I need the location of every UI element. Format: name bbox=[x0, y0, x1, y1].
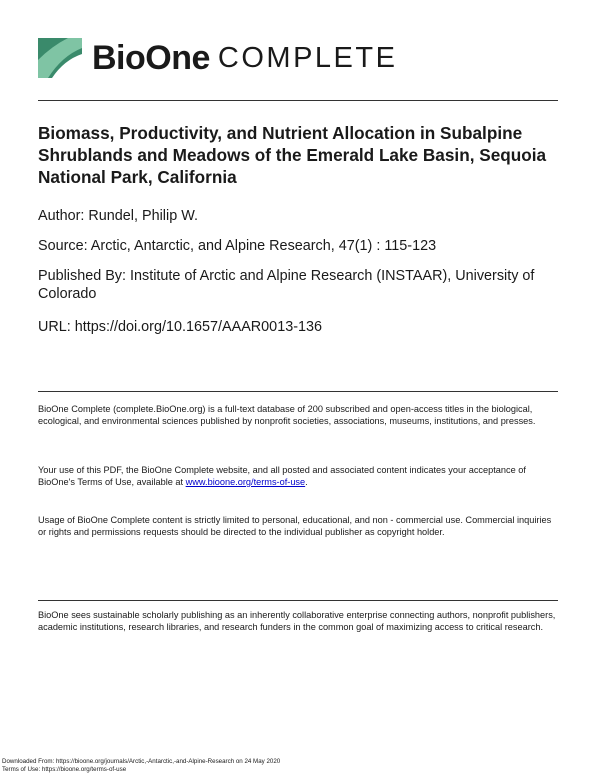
article-author: Author: Rundel, Philip W. bbox=[38, 208, 198, 224]
mission-divider bbox=[38, 600, 558, 601]
header-divider bbox=[38, 100, 558, 101]
download-footer: Downloaded From: https://bioone.org/journals/Arctic,-Antarctic,-and-Alpine-Research on 24 May 2020 bbox=[2, 758, 281, 765]
bioone-logo bbox=[38, 38, 397, 78]
mission-statement: BioOne sees sustainable scholarly publishing as an inherently collaborative enterprise connecting authors, nonprofit publishers, academic institutions, research libraries, and research funders in the common goal of maximizing access to critical research. bbox=[38, 610, 556, 632]
about-notice: BioOne Complete (complete.BioOne.org) is a full-text database of 200 subscribed and open-access titles in the biological, ecological, and environmental sciences published by nonprofit societies, associations, museums, institutions, and presses. bbox=[38, 404, 536, 426]
article-source: Source: Arctic, Antarctic, and Alpine Research, 47(1) : 115-123 bbox=[38, 238, 437, 254]
logo-suffix: COMPLETE bbox=[217, 42, 398, 74]
logo-wordmark: BioOne bbox=[92, 39, 210, 77]
terms-notice bbox=[38, 464, 558, 488]
article-title: Biomass, Productivity, and Nutrient Allocation in Subalpine Shrublands and Meadows of the Emerald Lake Basin, Sequoia National Park, California bbox=[38, 123, 547, 187]
bioone-leaf-logo-icon bbox=[38, 38, 82, 78]
terms-footer: Terms of Use: https://bioone.org/terms-of-use bbox=[2, 766, 127, 773]
section-divider bbox=[38, 391, 558, 392]
terms-suffix: . bbox=[305, 477, 308, 487]
article-publisher: Published By: Institute of Arctic and Alpine Research (INSTAAR), University of Colorado bbox=[38, 268, 535, 302]
usage-notice: Usage of BioOne Complete content is strictly limited to personal, educational, and non - commercial use. Commercial inquiries or rights and permissions requests should be directed to the individual publisher as copyright holder. bbox=[38, 515, 552, 537]
terms-of-use-link[interactable]: www.bioone.org/terms-of-use bbox=[185, 477, 306, 487]
article-url[interactable]: URL: https://doi.org/10.1657/AAAR0013-136 bbox=[38, 319, 322, 335]
terms-prefix: Your use of this PDF, the BioOne Complete website, and all posted and associated content indicates your acceptance of BioOne's Terms of Use, available at bbox=[38, 465, 526, 487]
